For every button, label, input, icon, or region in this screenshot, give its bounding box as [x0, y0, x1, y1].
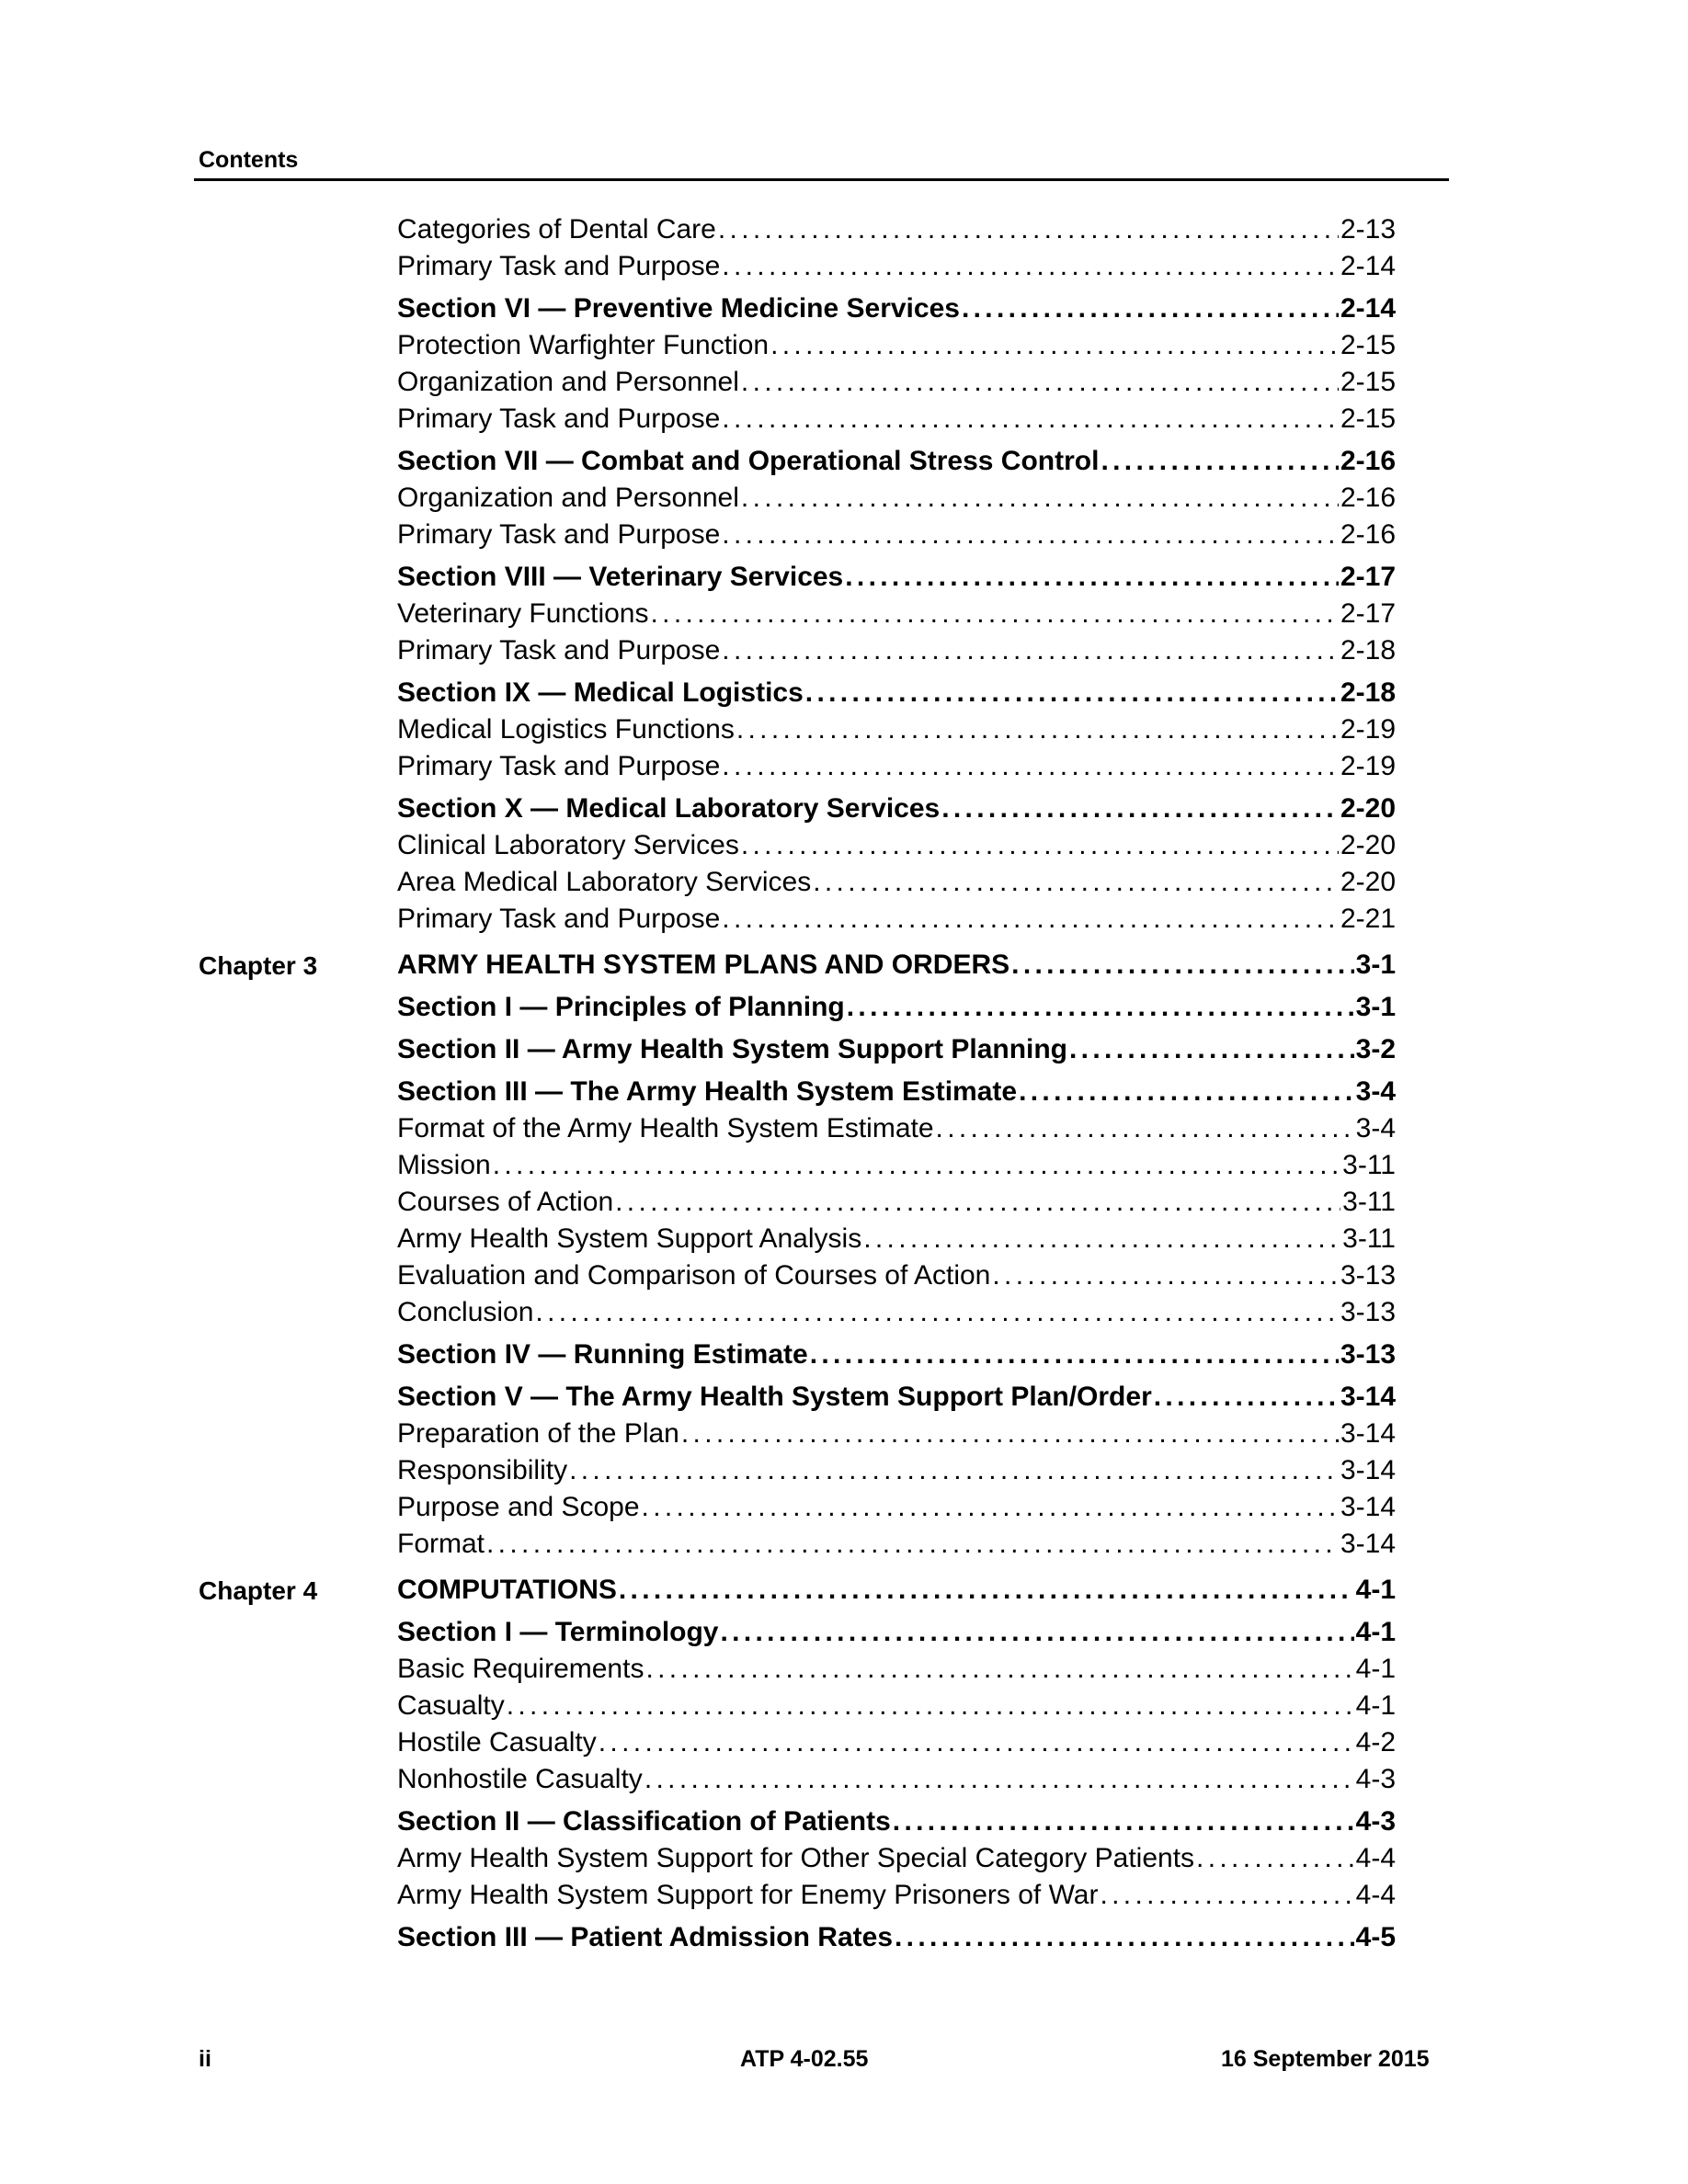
dot-leader: [507, 1689, 1354, 1723]
dot-leader: [644, 1763, 1354, 1796]
toc-entry[interactable]: [397, 1879, 1396, 1912]
toc-entry-page: 2-20: [1340, 867, 1396, 897]
toc-entry-title: Mission: [397, 1150, 491, 1180]
toc-section-entry[interactable]: [397, 561, 1396, 594]
toc-entry-title: Purpose and Scope: [397, 1492, 640, 1522]
dot-leader: [535, 1296, 1339, 1329]
toc-entry-title: Basic Requirements: [397, 1654, 644, 1684]
toc-entry-title: Organization and Personnel: [397, 483, 739, 513]
toc-section-entry[interactable]: [397, 677, 1396, 710]
toc-entry-title: Army Health System Support Analysis: [397, 1223, 862, 1254]
toc-entry[interactable]: [397, 213, 1396, 246]
toc-entry[interactable]: [397, 1454, 1396, 1487]
dot-leader: [1100, 1879, 1353, 1912]
toc-entry-page: 3-11: [1342, 1187, 1396, 1217]
dot-leader: [722, 750, 1339, 783]
toc-entry[interactable]: [397, 1259, 1396, 1292]
toc-entry[interactable]: [397, 329, 1396, 362]
toc-entry-page: 4-3: [1355, 1764, 1396, 1794]
toc-entry[interactable]: [397, 1112, 1396, 1145]
dot-leader: [770, 329, 1339, 362]
toc-entry-title: Primary Task and Purpose: [397, 751, 721, 781]
toc-entry-title: Section IV — Running Estimate: [397, 1339, 808, 1370]
toc-entry[interactable]: [397, 713, 1396, 746]
toc-entry-title: Format of the Army Health System Estimate: [397, 1113, 934, 1143]
toc-entry-title: Categories of Dental Care: [397, 214, 716, 245]
dot-leader: [1154, 1381, 1339, 1414]
toc-entry-title: Medical Logistics Functions: [397, 714, 735, 745]
dot-leader: [569, 1454, 1339, 1487]
toc-entry[interactable]: [397, 750, 1396, 783]
toc-entry-title: Section III — The Army Health System Estimate: [397, 1076, 1018, 1107]
dot-leader: [619, 1574, 1354, 1607]
toc-entry[interactable]: [397, 1528, 1396, 1561]
toc-entry-page: 4-5: [1355, 1922, 1396, 1952]
toc-entry-title: Primary Task and Purpose: [397, 251, 721, 281]
toc-entry-title: Army Health System Support for Enemy Prisoners of War: [397, 1880, 1099, 1910]
toc-entry-title: ARMY HEALTH SYSTEM PLANS AND ORDERS: [397, 950, 1010, 980]
dot-leader: [722, 250, 1339, 283]
dot-leader: [1196, 1842, 1354, 1875]
toc-entry-title: Protection Warfighter Function: [397, 330, 770, 360]
toc-entry-page: 3-14: [1340, 1492, 1396, 1522]
toc-entry[interactable]: [397, 1296, 1396, 1329]
toc-entry[interactable]: [397, 482, 1396, 515]
toc-entry-page: 4-4: [1355, 1843, 1396, 1873]
toc-section-entry[interactable]: [397, 1338, 1396, 1371]
toc-entry-page: 2-17: [1340, 562, 1396, 592]
toc-entry-page: 4-1: [1355, 1690, 1396, 1721]
toc-entry-title: Evaluation and Comparison of Courses of Action: [397, 1260, 991, 1291]
toc-entry[interactable]: [397, 829, 1396, 862]
toc-entry-page: 4-3: [1355, 1806, 1396, 1837]
toc-section-entry[interactable]: [397, 1805, 1396, 1838]
dot-leader: [642, 1491, 1339, 1524]
toc-entry-title: Section I — Principles of Planning: [397, 992, 845, 1022]
toc-entry-page: 2-17: [1340, 598, 1396, 629]
toc-section-entry[interactable]: [397, 445, 1396, 478]
toc-entry-page: 2-18: [1340, 677, 1396, 708]
toc-entry-page: 2-16: [1340, 483, 1396, 513]
toc-entry[interactable]: [397, 1186, 1396, 1219]
toc-entry-page: 2-14: [1340, 251, 1396, 281]
dot-leader: [722, 903, 1339, 936]
dot-leader: [741, 482, 1339, 515]
dot-leader: [741, 366, 1339, 399]
dot-leader: [615, 1186, 1340, 1219]
toc-entry-title: Section VI — Preventive Medicine Services: [397, 293, 960, 324]
dot-leader: [718, 213, 1339, 246]
toc-entry[interactable]: [397, 1149, 1396, 1182]
dot-leader: [1011, 949, 1353, 982]
toc-entry[interactable]: [397, 366, 1396, 399]
toc-entry-page: 2-16: [1340, 446, 1396, 476]
dot-leader: [962, 292, 1339, 325]
toc-entry-title: Preparation of the Plan: [397, 1418, 679, 1449]
chapter-label: Chapter 4: [199, 1576, 318, 1605]
dot-leader: [845, 561, 1339, 594]
toc-entry-title: Veterinary Functions: [397, 598, 649, 629]
toc-entry[interactable]: [397, 1653, 1396, 1686]
toc-entry-page: 2-20: [1340, 830, 1396, 860]
toc-entry-title: Conclusion: [397, 1297, 534, 1327]
toc-section-entry[interactable]: [397, 1033, 1396, 1066]
toc-entry-page: 3-14: [1340, 1418, 1396, 1449]
toc-entry-page: 3-1: [1355, 992, 1396, 1022]
footer-document-id: ATP 4-02.55: [740, 2046, 869, 2072]
toc-entry-title: Hostile Casualty: [397, 1727, 597, 1757]
dot-leader: [810, 1338, 1339, 1371]
dot-leader: [813, 866, 1339, 899]
toc-entry-title: COMPUTATIONS: [397, 1575, 617, 1605]
dot-leader: [493, 1149, 1340, 1182]
dot-leader: [736, 713, 1339, 746]
toc-entry-page: 2-13: [1340, 214, 1396, 245]
toc-entry-title: Clinical Laboratory Services: [397, 830, 739, 860]
dot-leader: [645, 1653, 1353, 1686]
toc-entry[interactable]: [397, 1491, 1396, 1524]
footer-date: 16 September 2015: [1221, 2046, 1430, 2072]
dot-leader: [893, 1805, 1354, 1838]
toc-section-entry[interactable]: [397, 1616, 1396, 1649]
toc-entry-page: 3-4: [1355, 1113, 1396, 1143]
dot-leader: [1019, 1075, 1354, 1109]
toc-entry[interactable]: [397, 634, 1396, 667]
dot-leader: [863, 1223, 1340, 1256]
toc-entry-title: Section V — The Army Health System Support Plan/Order: [397, 1382, 1152, 1412]
toc-entry-page: 2-21: [1340, 904, 1396, 934]
toc-section-entry[interactable]: [397, 792, 1396, 825]
toc-entry-title: Section I — Terminology: [397, 1617, 719, 1647]
toc-entry-page: 2-15: [1340, 330, 1396, 360]
toc-entry-page: 3-14: [1340, 1455, 1396, 1485]
toc-entry[interactable]: [397, 1763, 1396, 1796]
toc-entry-page: 2-19: [1340, 751, 1396, 781]
dot-leader: [650, 597, 1338, 631]
toc-entry[interactable]: [397, 518, 1396, 552]
dot-leader: [1069, 1033, 1354, 1066]
toc-entry-page: 2-16: [1340, 519, 1396, 550]
toc-entry-title: Organization and Personnel: [397, 367, 739, 397]
toc-entry-title: Section III — Patient Admission Rates: [397, 1922, 894, 1952]
toc-entry-page: 3-11: [1342, 1223, 1396, 1254]
toc-entry-title: Nonhostile Casualty: [397, 1764, 643, 1794]
toc-entry[interactable]: [397, 1726, 1396, 1759]
toc-entry-page: 3-11: [1342, 1150, 1396, 1180]
toc-entry-page: 2-20: [1340, 793, 1396, 824]
toc-entry[interactable]: [397, 1842, 1396, 1875]
toc-section-entry[interactable]: [397, 991, 1396, 1024]
chapter-label: Chapter 3: [199, 951, 318, 980]
page-header-label: Contents: [199, 147, 299, 173]
toc-entry-page: 3-14: [1340, 1529, 1396, 1559]
toc-entry[interactable]: [397, 1223, 1396, 1256]
toc-entry-title: Primary Task and Purpose: [397, 404, 721, 434]
toc-entry-page: 2-15: [1340, 367, 1396, 397]
toc-entry-title: Section VIII — Veterinary Services: [397, 562, 844, 592]
dot-leader: [486, 1528, 1339, 1561]
toc-entry-title: Primary Task and Purpose: [397, 519, 721, 550]
dot-leader: [741, 829, 1339, 862]
dot-leader: [599, 1726, 1354, 1759]
dot-leader: [722, 634, 1339, 667]
footer-page-number: ii: [199, 2046, 211, 2072]
toc-entry-title: Section II — Army Health System Support Planning: [397, 1034, 1068, 1064]
dot-leader: [1101, 445, 1339, 478]
toc-entry-title: Section X — Medical Laboratory Services: [397, 793, 941, 824]
toc-entry[interactable]: [397, 1689, 1396, 1723]
toc-entry-title: Area Medical Laboratory Services: [397, 867, 812, 897]
dot-leader: [936, 1112, 1354, 1145]
toc-entry-page: 3-2: [1355, 1034, 1396, 1064]
toc-entry-title: Casualty: [397, 1690, 505, 1721]
toc-entry-title: Courses of Action: [397, 1187, 614, 1217]
toc-entry-page: 3-4: [1355, 1076, 1396, 1107]
toc-entry-page: 3-14: [1340, 1382, 1396, 1412]
toc-entry-page: 3-1: [1355, 950, 1396, 980]
toc-entry-page: 2-18: [1340, 635, 1396, 665]
dot-leader: [722, 518, 1339, 552]
dot-leader: [941, 792, 1339, 825]
toc-section-entry[interactable]: [397, 1381, 1396, 1414]
dot-leader: [895, 1921, 1354, 1954]
toc-entry-page: 3-13: [1340, 1297, 1396, 1327]
toc-entry-title: Section II — Classification of Patients: [397, 1806, 891, 1837]
toc-entry-page: 4-1: [1355, 1654, 1396, 1684]
toc-entry-page: 2-15: [1340, 404, 1396, 434]
toc-chapter-entry[interactable]: [397, 949, 1396, 982]
toc-entry-title: Responsibility: [397, 1455, 568, 1485]
toc-entry-page: 4-4: [1355, 1880, 1396, 1910]
dot-leader: [805, 677, 1339, 710]
toc-entry-page: 3-13: [1340, 1260, 1396, 1291]
toc-entry-page: 2-19: [1340, 714, 1396, 745]
dot-leader: [847, 991, 1354, 1024]
toc-entry-page: 2-14: [1340, 293, 1396, 324]
toc-entry[interactable]: [397, 250, 1396, 283]
toc-section-entry[interactable]: [397, 1075, 1396, 1109]
toc-entry-page: 3-13: [1340, 1339, 1396, 1370]
dot-leader: [681, 1417, 1339, 1450]
toc-entry[interactable]: [397, 866, 1396, 899]
dot-leader: [720, 1616, 1353, 1649]
toc-entry[interactable]: [397, 597, 1396, 631]
toc-entry-page: 4-2: [1355, 1727, 1396, 1757]
toc-section-entry[interactable]: [397, 1921, 1396, 1954]
toc-entry[interactable]: [397, 903, 1396, 936]
toc-chapter-entry[interactable]: [397, 1574, 1396, 1607]
toc-entry[interactable]: [397, 403, 1396, 436]
toc-entry[interactable]: [397, 1417, 1396, 1450]
toc-entry-title: Format: [397, 1529, 485, 1559]
toc-entry-title: Army Health System Support for Other Special Category Patients: [397, 1843, 1195, 1873]
toc-entry-title: Section IX — Medical Logistics: [397, 677, 804, 708]
toc-entry-page: 4-1: [1355, 1575, 1396, 1605]
toc-entry-title: Section VII — Combat and Operational Stress Control: [397, 446, 1100, 476]
toc-entry-title: Primary Task and Purpose: [397, 635, 721, 665]
toc-entry-page: 4-1: [1355, 1617, 1396, 1647]
toc-section-entry[interactable]: [397, 292, 1396, 325]
dot-leader: [992, 1259, 1339, 1292]
toc-entry-title: Primary Task and Purpose: [397, 904, 721, 934]
dot-leader: [722, 403, 1339, 436]
